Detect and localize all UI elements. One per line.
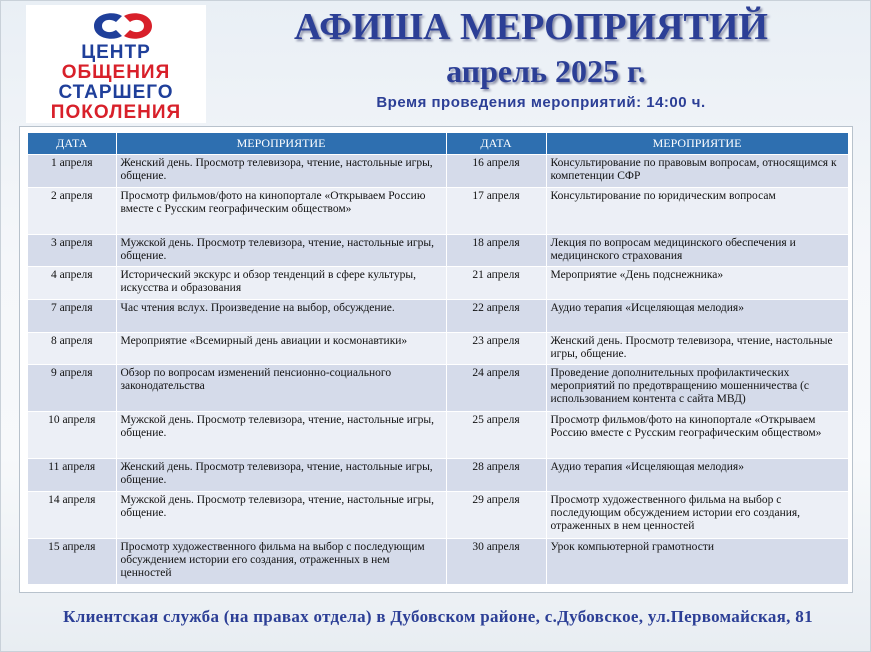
event-cell: Просмотр фильмов/фото на кинопортале «Открываем Россию вместе с Русским географическим обществом» — [546, 411, 848, 458]
date-cell: 21 апреля — [446, 266, 546, 299]
date-cell: 9 апреля — [28, 364, 116, 411]
date-cell: 10 апреля — [28, 411, 116, 458]
event-cell: Мероприятие «Всемирный день авиации и космонавтики» — [116, 332, 446, 364]
event-cell: Урок компьютерной грамотности — [546, 538, 848, 584]
event-cell: Мероприятие «День подснежника» — [546, 266, 848, 299]
table-header-row — [28, 133, 848, 154]
event-cell: Мужской день. Просмотр телевизора, чтение, настольные игры, общение. — [116, 234, 446, 266]
date-cell: 28 апреля — [446, 458, 546, 491]
event-cell: Просмотр художественного фильма на выбор с последующим обсуждением истории его создания, отраженных в нем ценностей — [116, 538, 446, 584]
event-cell: Лекция по вопросам медицинского обеспечения и медицинского страхования — [546, 234, 848, 266]
date-cell: 22 апреля — [446, 299, 546, 332]
date-cell: 24 апреля — [446, 364, 546, 411]
logo — [26, 5, 206, 123]
schedule-table-frame — [19, 126, 853, 593]
logo-line-1: ЦЕНТР — [81, 42, 151, 63]
event-cell: Мужской день. Просмотр телевизора, чтение, настольные игры, общение. — [116, 411, 446, 458]
date-cell: 1 апреля — [28, 154, 116, 187]
event-cell: Просмотр художественного фильма на выбор с последующим обсуждением истории его создания, отраженных в нем ценностей — [546, 491, 848, 538]
date-cell: 14 апреля — [28, 491, 116, 538]
event-time: Время проведения мероприятий: 14:00 ч. — [376, 94, 706, 111]
schedule-table — [28, 133, 849, 584]
logo-line-4: ПОКОЛЕНИЯ — [50, 102, 182, 123]
footer-address: Клиентская служба (на правах отдела) в Дубовском районе, с.Дубовское, ул.Первомайская, 81 — [63, 607, 813, 626]
event-cell: Женский день. Просмотр телевизора, чтение, настольные игры, общение. — [116, 458, 446, 491]
event-cell: Мужской день. Просмотр телевизора, чтение, настольные игры, общение. — [116, 491, 446, 538]
date-cell: 4 апреля — [28, 266, 116, 299]
date-cell: 16 апреля — [446, 154, 546, 187]
table-row — [28, 332, 848, 364]
event-cell: Консультирование по юридическим вопросам — [546, 187, 848, 234]
event-cell: Просмотр фильмов/фото на кинопортале «Открываем Россию вместе с Русским географическим обществом» — [116, 187, 446, 234]
table-row — [28, 491, 848, 538]
header-event-1: МЕРОПРИЯТИЕ — [116, 133, 446, 154]
logo-line-2: ОБЩЕНИЯ — [61, 62, 171, 83]
table-row — [28, 187, 848, 234]
date-cell: 25 апреля — [446, 411, 546, 458]
table-row — [28, 538, 848, 584]
event-cell: Консультирование по правовым вопросам, относящимся к компетенции СФР — [546, 154, 848, 187]
table-row — [28, 266, 848, 299]
header-date-1: ДАТА — [28, 133, 116, 154]
date-cell: 17 апреля — [446, 187, 546, 234]
event-cell: Женский день. Просмотр телевизора, чтение, настольные игры, общение. — [546, 332, 848, 364]
event-cell: Обзор по вопросам изменений пенсионно-социального законодательства — [116, 364, 446, 411]
table-row — [28, 234, 848, 266]
sfr-logo-icon — [88, 8, 158, 44]
event-cell: Час чтения вслух. Произведение на выбор, обсуждение. — [116, 299, 446, 332]
table-row — [28, 364, 848, 411]
header-event-2: МЕРОПРИЯТИЕ — [546, 133, 848, 154]
page-title: АФИША МЕРОПРИЯТИЙ — [294, 6, 768, 48]
date-cell: 7 апреля — [28, 299, 116, 332]
date-cell: 30 апреля — [446, 538, 546, 584]
table-row — [28, 154, 848, 187]
date-cell: 2 апреля — [28, 187, 116, 234]
table-row — [28, 458, 848, 491]
event-cell: Исторический экскурс и обзор тенденций в сфере культуры, искусства и образования — [116, 266, 446, 299]
date-cell: 15 апреля — [28, 538, 116, 584]
event-cell: Проведение дополнительных профилактических мероприятий по предотвращению мошенничества (с использованием контента с сайта МВД) — [546, 364, 848, 411]
table-row — [28, 411, 848, 458]
date-cell: 23 апреля — [446, 332, 546, 364]
date-cell: 18 апреля — [446, 234, 546, 266]
date-cell: 3 апреля — [28, 234, 116, 266]
page-subtitle: апрель 2025 г. — [446, 53, 646, 89]
date-cell: 8 апреля — [28, 332, 116, 364]
logo-line-3: СТАРШЕГО — [58, 82, 174, 103]
date-cell: 29 апреля — [446, 491, 546, 538]
event-cell: Аудио терапия «Исцеляющая мелодия» — [546, 299, 848, 332]
header-date-2: ДАТА — [446, 133, 546, 154]
table-row — [28, 299, 848, 332]
date-cell: 11 апреля — [28, 458, 116, 491]
event-cell: Женский день. Просмотр телевизора, чтение, настольные игры, общение. — [116, 154, 446, 187]
event-cell: Аудио терапия «Исцеляющая мелодия» — [546, 458, 848, 491]
